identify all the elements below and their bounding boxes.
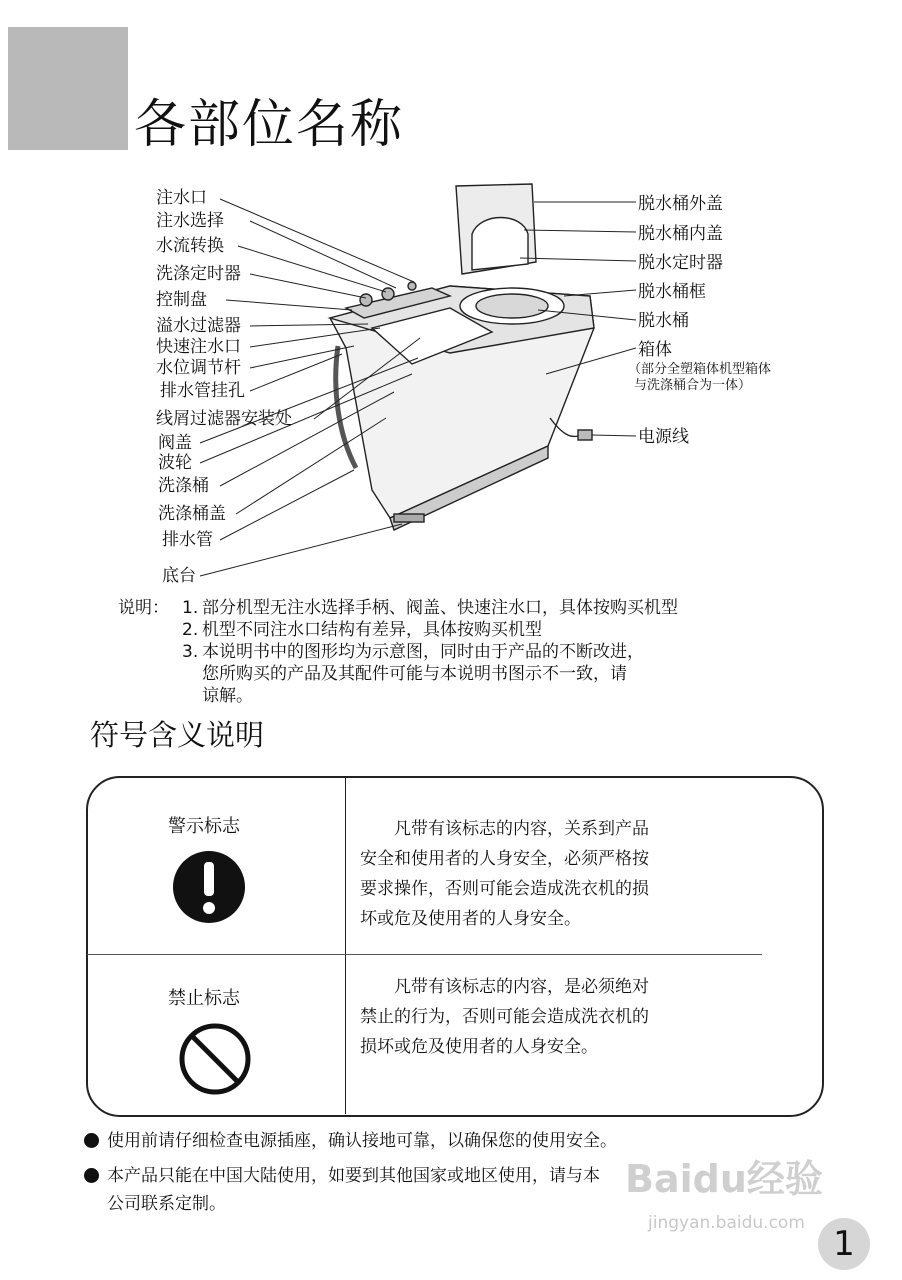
label-control-panel: 控制盘 <box>156 290 207 310</box>
prohibit-description: 凡带有该标志的内容，是必须绝对 禁止的行为，否则可能会造成洗衣机的 损坏或危及使用者的人身安全。 <box>360 977 649 1057</box>
label-wash-timer: 洗涤定时器 <box>156 264 241 284</box>
label-spin-tub: 脱水桶 <box>638 311 689 331</box>
bullet-dot-icon <box>84 1168 99 1183</box>
bullet-safety-check: 使用前请仔细检查电源插座，确认接地可靠，以确保您的使用安全。 <box>84 1128 617 1154</box>
baidu-watermark-url: jingyan.baidu.com <box>648 1213 805 1233</box>
label-water-inlet: 注水口 <box>156 188 207 208</box>
label-pulsator: 波轮 <box>158 453 192 473</box>
prohibit-sign-name: 禁止标志 <box>168 988 240 1009</box>
symbols-title: 符号含义说明 <box>90 718 265 752</box>
label-spin-frame: 脱水桶框 <box>638 282 706 302</box>
washing-machine-diagram <box>150 178 772 598</box>
note-item-2: 2. 机型不同注水口结构有差异，具体按购买机型 <box>182 620 542 640</box>
page-title: 各部位名称 <box>134 95 405 155</box>
label-cabinet-note-2: 与洗涤桶合为一体） <box>634 378 752 393</box>
exclamation-warning-icon <box>172 850 246 924</box>
table-divider-vertical <box>345 777 346 1114</box>
warning-description: 凡带有该标志的内容，关系到产品 安全和使用者的人身安全，必须严格按 要求操作，否则可能会造成洗衣机的损 坏或危及使用者的人身安全。 <box>360 819 649 929</box>
label-valve-cover: 阀盖 <box>158 433 192 453</box>
label-quick-inlet: 快速注水口 <box>156 337 241 357</box>
bullet-dot-icon <box>84 1133 99 1148</box>
note-item-1: 说明： 1. 部分机型无注水选择手柄、阀盖、快速注水口，具体按购买机型 <box>118 598 678 618</box>
label-drain-hose-hook: 排水管挂孔 <box>160 381 245 401</box>
label-cabinet-note-1: （部分全塑箱体机型箱体 <box>628 362 772 377</box>
baidu-watermark: Baidu经验 <box>625 1157 823 1201</box>
notes-section <box>118 597 678 707</box>
label-cabinet: 箱体 <box>638 340 672 360</box>
prohibition-icon <box>178 1022 252 1096</box>
header-gray-block <box>8 27 128 150</box>
label-base: 底台 <box>162 566 196 586</box>
warning-sign-name: 警示标志 <box>168 816 240 837</box>
label-power-cord: 电源线 <box>638 427 689 447</box>
label-spin-outer-lid: 脱水桶外盖 <box>638 194 723 214</box>
label-wash-tub-lid: 洗涤桶盖 <box>158 504 226 524</box>
label-water-level-lever: 水位调节杆 <box>156 358 241 378</box>
label-spin-timer: 脱水定时器 <box>638 253 723 273</box>
bullet-region-use-cont: 公司联系定制。 <box>107 1194 226 1214</box>
label-water-selection: 注水选择 <box>156 211 224 231</box>
label-drain-hose: 排水管 <box>162 530 213 550</box>
label-lint-filter-mount: 线屑过滤器安装处 <box>156 409 292 429</box>
notes-heading: 说明： <box>118 598 169 618</box>
note-item-3: 3. 本说明书中的图形均为示意图，同时由于产品的不断改进， <box>182 642 644 662</box>
bullet-region-use: 本产品只能在中国大陆使用，如要到其他国家或地区使用，请与本 <box>84 1163 600 1189</box>
label-wash-tub: 洗涤桶 <box>158 476 209 496</box>
page-number: 1 <box>833 1224 855 1264</box>
label-spin-inner-lid: 脱水桶内盖 <box>638 224 723 244</box>
table-divider-horizontal <box>87 954 762 955</box>
note-item-3-cont-2: 谅解。 <box>202 686 253 706</box>
label-overflow-filter: 溢水过滤器 <box>156 316 241 336</box>
note-item-3-cont-1: 您所购买的产品及其配件可能与本说明书图示不一致，请 <box>202 664 627 684</box>
label-flow-switch: 水流转换 <box>156 236 224 256</box>
